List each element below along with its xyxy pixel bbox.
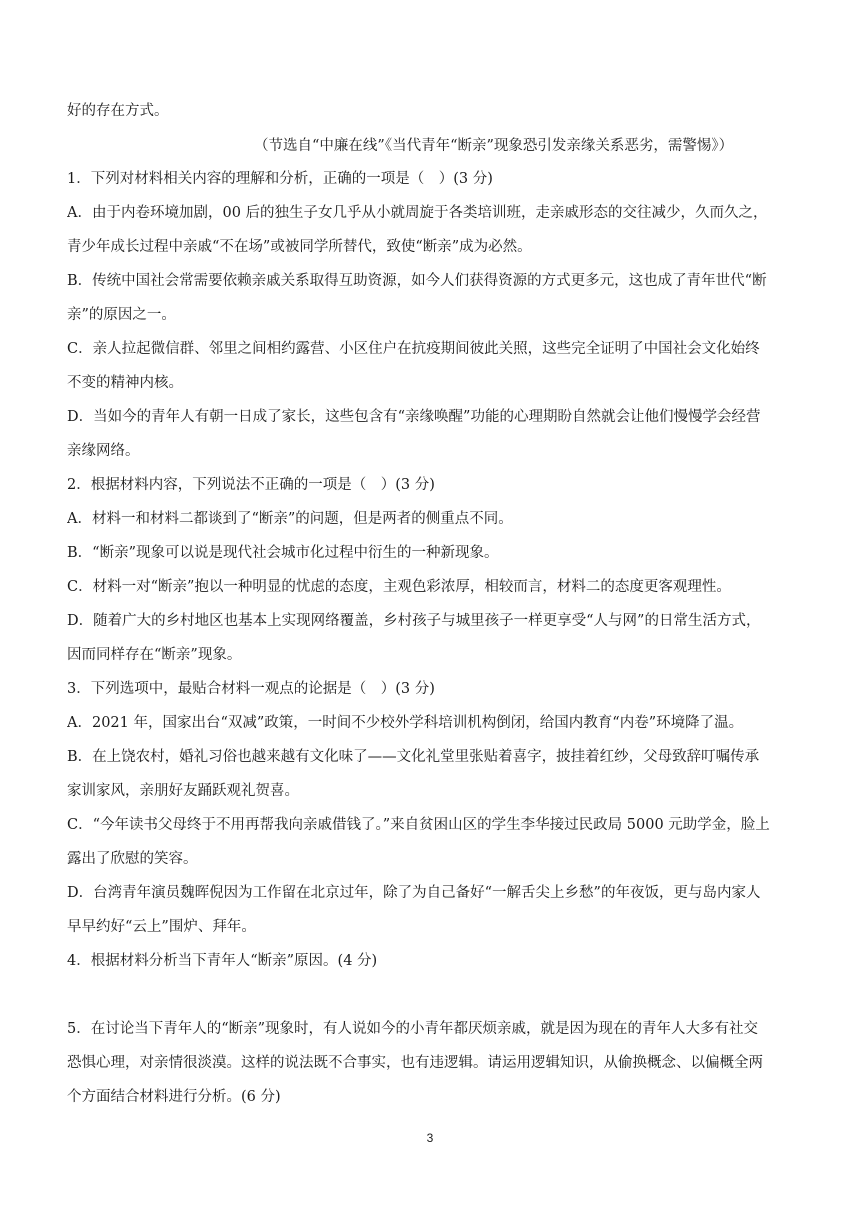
question-1-option-d-line-1: D．当如今的青年人有朝一日成了家长，这些包含有“亲缘唤醒”功能的心理期盼自然就会让他们慢慢学会经营 <box>67 409 761 425</box>
source-citation: （节选自“中廉在线”《当代青年“断亲”现象恐引发亲缘关系恶劣，需警惕》） <box>254 138 734 154</box>
question-3-option-a: A．2021 年，国家出台“双减”政策，一时间不少校外学科培训机构倒闭，给国内教育“内卷”环境降了温。 <box>67 715 744 731</box>
question-2-option-a: A．材料一和材料二都谈到了“断亲”的问题，但是两者的侧重点不同。 <box>67 511 513 527</box>
question-4-stem: 4．根据材料分析当下青年人“断亲”原因。(4 分) <box>67 953 378 969</box>
question-1-stem: 1．下列对材料相关内容的理解和分析，正确的一项是（ ）(3 分) <box>67 171 493 187</box>
question-3-stem: 3．下列选项中，最贴合材料一观点的论据是（ ）(3 分) <box>67 681 435 697</box>
question-2-option-d-line-2: 因而同样存在“断亲”现象。 <box>67 647 242 663</box>
question-1-option-c-line-2: 不变的精神内核。 <box>67 375 183 391</box>
page-number: 3 <box>426 1131 434 1145</box>
question-3-option-b-line-2: 家训家风，亲朋好友踊跃观礼贺喜。 <box>67 783 299 799</box>
question-5-stem-line-3: 个方面结合材料进行分析。(6 分) <box>67 1089 281 1105</box>
question-1-option-a-line-1: A．由于内卷环境加剧，00 后的独生子女几乎从小就周旋于各类培训班，走亲戚形态的交往减少，久而久之， <box>67 205 768 221</box>
question-1-option-b-line-1: B．传统中国社会常需要依赖亲戚关系取得互助资源，如今人们获得资源的方式更多元，这也成了青年世代“断 <box>67 273 767 289</box>
question-1-option-c-line-1: C．亲人拉起微信群、邻里之间相约露营、小区住户在抗疫期间彼此关照，这些完全证明了中国社会文化始终 <box>67 341 760 357</box>
question-2-stem: 2．根据材料内容，下列说法不正确的一项是（ ）(3 分) <box>67 477 435 493</box>
question-3-option-b-line-1: B．在上饶农村，婚礼习俗也越来越有文化味了——文化礼堂里张贴着喜字，披挂着红纱，父母致辞叮嘱传承 <box>67 749 760 765</box>
question-2-option-c: C．材料一对“断亲”抱以一种明显的忧虑的态度，主观色彩浓厚，相较而言，材料二的态度更客观理性。 <box>67 579 731 595</box>
question-3-option-d-line-2: 早早约好“云上”围炉、拜年。 <box>67 919 256 935</box>
question-3-option-c-line-2: 露出了欣慰的笑容。 <box>67 851 198 867</box>
question-1-option-d-line-2: 亲缘网络。 <box>67 443 140 459</box>
question-1-option-b-line-2: 亲”的原因之一。 <box>67 307 176 323</box>
question-1-option-a-line-2: 青少年成长过程中亲戚“不在场”或被同学所替代，致使“断亲”成为必然。 <box>67 239 532 255</box>
question-3-option-d-line-1: D．台湾青年演员魏晖倪因为工作留在北京过年，除了为自己备好“一解舌尖上乡愁”的年夜饭，更与岛内家人 <box>67 885 761 901</box>
question-3-option-c-line-1: C．“今年读书父母终于不用再帮我向亲戚借钱了。”来自贫困山区的学生李华接过民政局 5000 元助学金，脸上 <box>67 817 770 833</box>
question-2-option-d-line-1: D．随着广大的乡村地区也基本上实现网络覆盖，乡村孩子与城里孩子一样更享受“人与网”的日常生活方式， <box>67 613 761 629</box>
question-2-option-b: B．“断亲”现象可以说是现代社会城市化过程中衍生的一种新现象。 <box>67 545 499 561</box>
question-5-stem-line-2: 恐惧心理，对亲情很淡漠。这样的说法既不合事实，也有违逻辑。请运用逻辑知识，从偷换概念、以偏概全两 <box>67 1055 763 1071</box>
question-5-stem-line-1: 5．在讨论当下青年人的“断亲”现象时，有人说如今的小青年都厌烦亲戚，就是因为现在的青年人大多有社交 <box>67 1021 759 1037</box>
opening-line: 好的存在方式。 <box>67 103 169 119</box>
